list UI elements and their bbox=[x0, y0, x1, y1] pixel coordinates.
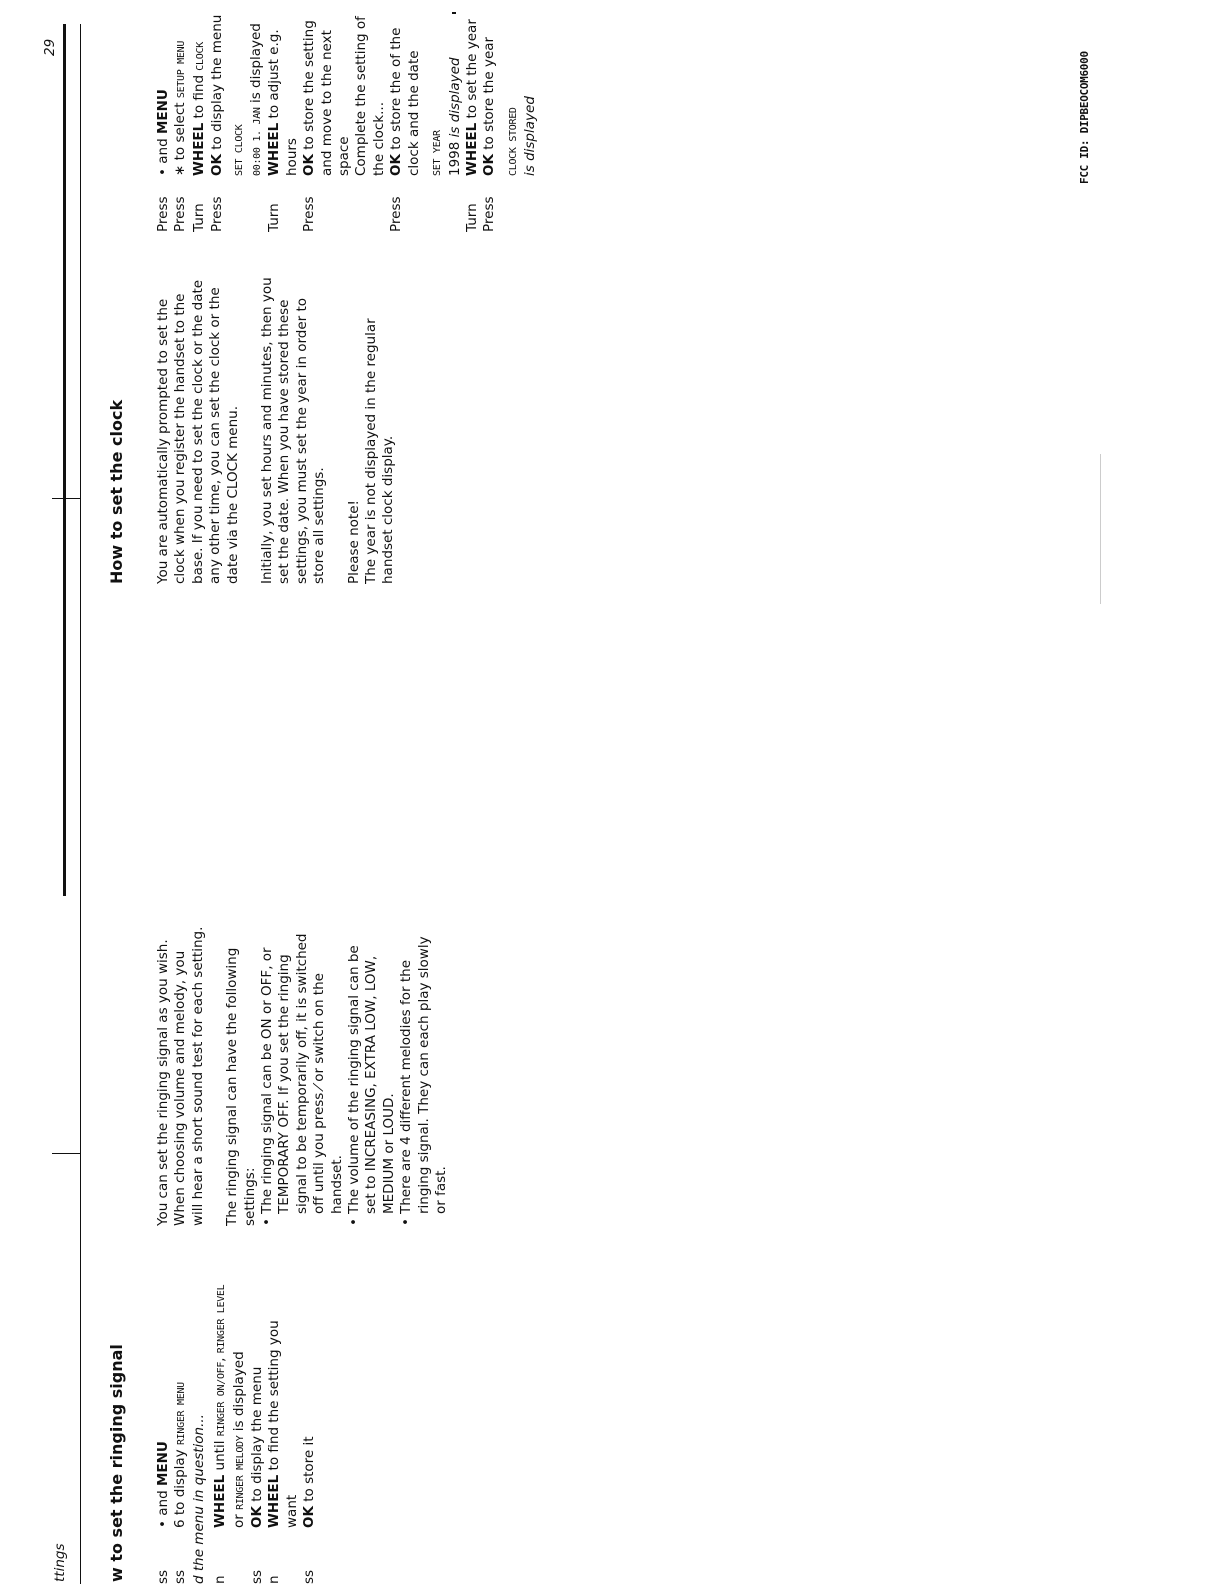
step-verb: Press bbox=[155, 196, 171, 232]
step-desc: OK to store it bbox=[301, 1436, 318, 1528]
step-desc: Complete the setting of the clock... bbox=[353, 16, 387, 176]
ringing-body bbox=[155, 926, 451, 1226]
step-desc: WHEEL to find CLOCK bbox=[190, 42, 207, 176]
clock-display-3: CLOCK STORED is displayed bbox=[507, 96, 539, 176]
step-desc: OK to store the year bbox=[481, 36, 498, 176]
top-rule-mid bbox=[80, 794, 81, 1154]
top-rule-right-tick bbox=[52, 498, 80, 499]
clock-step-4 bbox=[209, 2, 226, 232]
step-desc: ∗ to select SETUP MENU bbox=[172, 40, 189, 176]
ringing-settings-lead: The ringing signal can have the following settings: bbox=[224, 947, 258, 1226]
page-number: 29 bbox=[42, 38, 58, 56]
clock-step-8 bbox=[388, 2, 423, 232]
clock-note-title: Please note! bbox=[345, 500, 362, 584]
clock-display-2: SET YEAR 1998 is displayed bbox=[432, 57, 463, 176]
top-rule-right bbox=[80, 24, 81, 794]
ringing-bullet-3: • There are 4 different melodies for the ringing signal. They can each play slowly or fast. bbox=[398, 926, 450, 1226]
clock-para-1: You are automatically prompted to set the clock when you register the handset to the base. If you need to set the clock or the date any other time, you can set the clock or the date via the CLOCK menu. bbox=[155, 279, 241, 584]
clock-note-text: The year is not displayed in the regular handset clock display. bbox=[363, 318, 397, 584]
clock-step-2 bbox=[172, 2, 190, 232]
step-desc: WHEEL to adjust e.g. hours bbox=[266, 29, 300, 176]
clock-step-5 bbox=[266, 2, 301, 232]
step-desc: OK to display the menu bbox=[209, 14, 226, 176]
clock-step-3 bbox=[191, 2, 209, 232]
ringing-step-7 bbox=[301, 1284, 318, 1584]
step-verb: Press bbox=[301, 196, 318, 232]
clock-title: How to set the clock bbox=[107, 399, 126, 584]
ringing-title: w to set the ringing signal bbox=[107, 1344, 126, 1582]
ringing-bullet-2: • The volume of the ringing signal can be set to INCREASING, EXTRA LOW, LOW, MEDIUM or LOUD. bbox=[346, 926, 398, 1226]
faint-rule bbox=[1100, 454, 1101, 604]
step-desc: OK to store the of the clock and the date bbox=[388, 27, 422, 176]
step-desc: • and MENU bbox=[155, 89, 171, 176]
step-desc: OK to store the setting and move to the next space bbox=[301, 20, 353, 176]
top-rule-left-tick bbox=[52, 1153, 80, 1154]
clock-step-10 bbox=[481, 2, 498, 232]
step-desc: OK to display the menu bbox=[249, 1366, 266, 1528]
top-rule-right-thick bbox=[63, 24, 66, 794]
ringing-step-6 bbox=[266, 1284, 301, 1584]
clock-step-1 bbox=[155, 2, 172, 232]
top-rule-mid-thick bbox=[63, 792, 66, 896]
clock-step-9 bbox=[464, 2, 481, 232]
clock-step-6 bbox=[301, 2, 353, 232]
fcc-id: FCC ID: DIPBEOCOM6000 bbox=[1078, 51, 1091, 184]
step-desc: WHEEL to find the setting you want bbox=[266, 1320, 300, 1528]
step-verb: Press bbox=[209, 196, 226, 232]
step-verb: n bbox=[266, 1575, 283, 1584]
step-verb: ss bbox=[172, 1569, 189, 1584]
section-label: ttings bbox=[52, 1543, 68, 1582]
step-desc: WHEEL until RINGER ON/OFF, RINGER LEVEL or RINGER MELODY is displayed bbox=[212, 1284, 247, 1528]
step-verb: Turn bbox=[463, 203, 480, 232]
step-verb: Press bbox=[388, 196, 405, 232]
lcd-text: SET YEAR bbox=[432, 130, 444, 176]
clock-display-1: SET CLOCK 00:00 1. JAN is displayed bbox=[233, 23, 265, 176]
clock-steps bbox=[155, 2, 540, 232]
step-desc: • and MENU bbox=[155, 1441, 171, 1528]
lcd-text: 00:00 1. JAN bbox=[252, 107, 264, 176]
ringing-step-1 bbox=[155, 1284, 172, 1584]
clock-body bbox=[155, 274, 398, 584]
step-verb: ss bbox=[301, 1569, 318, 1584]
ringing-steps bbox=[155, 1284, 319, 1584]
step-verb: ss bbox=[249, 1569, 266, 1584]
step-verb: Turn bbox=[266, 203, 283, 232]
ringing-intro: You can set the ringing signal as you wish. When choosing volume and melody, you will hear a short sound test for each setting. bbox=[155, 926, 206, 1226]
ringing-step-4 bbox=[212, 1284, 249, 1584]
step-desc: 6 to display RINGER MENU bbox=[172, 1382, 189, 1528]
step-verb: Press bbox=[481, 196, 498, 232]
clock-para-2: Initially, you set hours and minutes, then you set the date. When you have stored these settings, you must set the year in order to store all settings. bbox=[259, 277, 328, 584]
lcd-year: 1998 bbox=[446, 141, 463, 176]
step-verb: ss bbox=[155, 1569, 171, 1584]
lcd-text: CLOCK STORED bbox=[507, 107, 519, 176]
step-verb: n bbox=[212, 1575, 229, 1584]
step-desc: WHEEL to set the year bbox=[463, 19, 480, 176]
step-desc: d the menu in question... bbox=[190, 1414, 207, 1584]
ringing-step-5 bbox=[249, 1284, 266, 1584]
lcd-text: SET CLOCK bbox=[233, 124, 245, 176]
step-verb: Press bbox=[172, 196, 189, 232]
top-rule-left bbox=[80, 1154, 81, 1584]
ringing-bullet-1: • The ringing signal can be ON or OFF, or TEMPORARY OFF. If you set the ringing signal to be temporarily off, it is switched off until you press ⁄ or switch on the handset. bbox=[259, 926, 346, 1226]
ringing-step-2 bbox=[172, 1284, 190, 1584]
ringing-step-3 bbox=[191, 1284, 208, 1584]
step-verb: Turn bbox=[190, 203, 207, 232]
clock-step-7 bbox=[353, 2, 388, 232]
ringing-bullets bbox=[259, 926, 450, 1226]
